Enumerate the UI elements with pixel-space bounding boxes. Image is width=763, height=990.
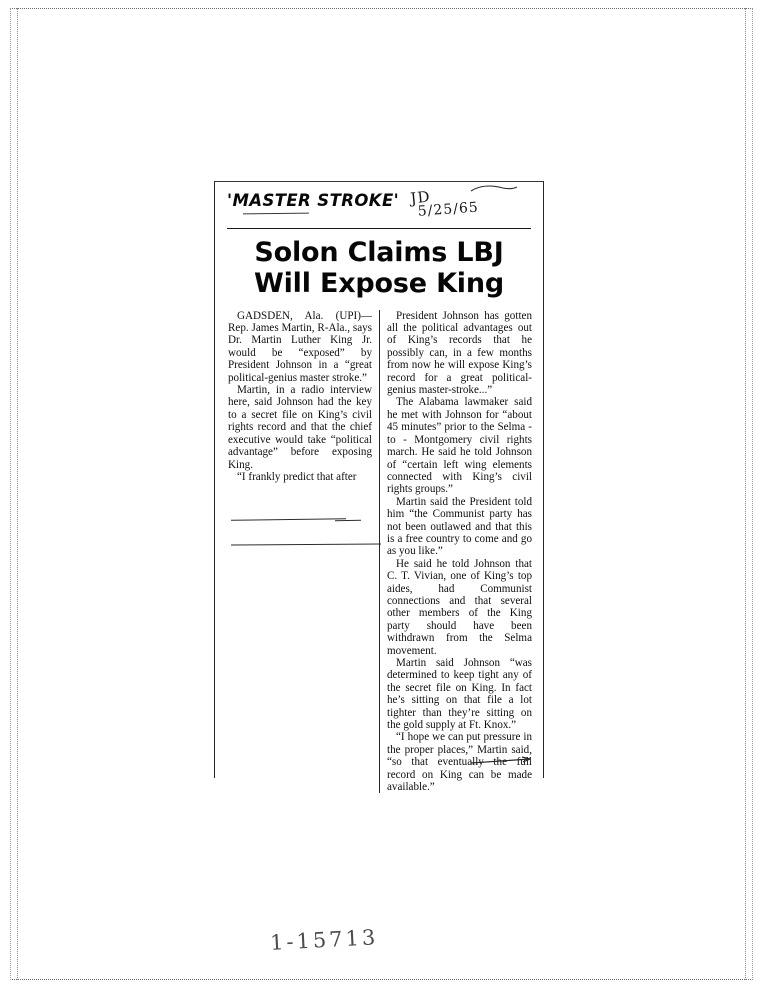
- article-columns: [215, 304, 543, 794]
- article-column-right: [380, 310, 532, 794]
- paragraph: “I hope we can put pressure in the proper places,” Martin said, “so that eventually the full record on King can be made available.”: [387, 731, 532, 794]
- headline-line-1: Solon Claims LBJ: [254, 237, 504, 268]
- paragraph: The Alabama lawmaker said he met with Johnson for “about 45 minutes” prior to the Selma - to - Montgomery civil rights march. He said he told Johnson of “certain left wing elements connected with King’s civil rights groups.”: [387, 396, 532, 496]
- pen-squiggle-icon: [470, 184, 518, 194]
- paragraph: GADSDEN, Ala. (UPI)—Rep. James Martin, R-Ala., says Dr. Martin Luther King Jr. would be “exposed” by President Johnson in a “great political-genius master stroke.”: [228, 309, 372, 384]
- newspaper-clipping: [214, 181, 544, 794]
- headline-line-2: Will Expose King: [254, 268, 504, 300]
- paragraph: “I frankly predict that after: [237, 470, 357, 483]
- paragraph: He said he told Johnson that C. T. Vivian, one of King’s top aides, had Communist connections and that several other members of the King party should have been withdrawn from the Selma movement.: [387, 557, 532, 657]
- paragraph: Martin said the President told him “the Communist party has not been outlawed and that this is a free country to come and go as you like.”: [387, 495, 532, 558]
- accession-number-annotation: 1-15713: [269, 925, 379, 955]
- paragraph: President Johnson has gotten all the political advantages out of King’s records that he possibly can, in a few months from now he will expose King’s record for a great political-genius master-stroke...”: [387, 309, 532, 397]
- pencil-underline-mark: [243, 213, 309, 215]
- paragraph: Martin, in a radio interview here, said Johnson had the key to a secret file on King’s civil rights record and that the chief executive would take “political advantage” before exposing King.: [228, 384, 372, 471]
- headline: [215, 229, 543, 304]
- handwritten-date-value: 5/25/65: [417, 199, 480, 220]
- kicker-row: [215, 182, 543, 228]
- handwritten-date-annotation: [410, 183, 480, 222]
- handwritten-date-initials: JD: [409, 187, 432, 208]
- paragraph: Martin said Johnson “was determined to keep tight any of the secret file on King. In fact he’s sitting on that file a lot tighter than they’re sitting on the gold supply at Ft. Knox.”: [387, 657, 532, 732]
- pencil-arrow-icon: [470, 755, 540, 767]
- article-column-left: [228, 310, 380, 794]
- kicker-text: 'MASTER STROKE': [227, 191, 400, 210]
